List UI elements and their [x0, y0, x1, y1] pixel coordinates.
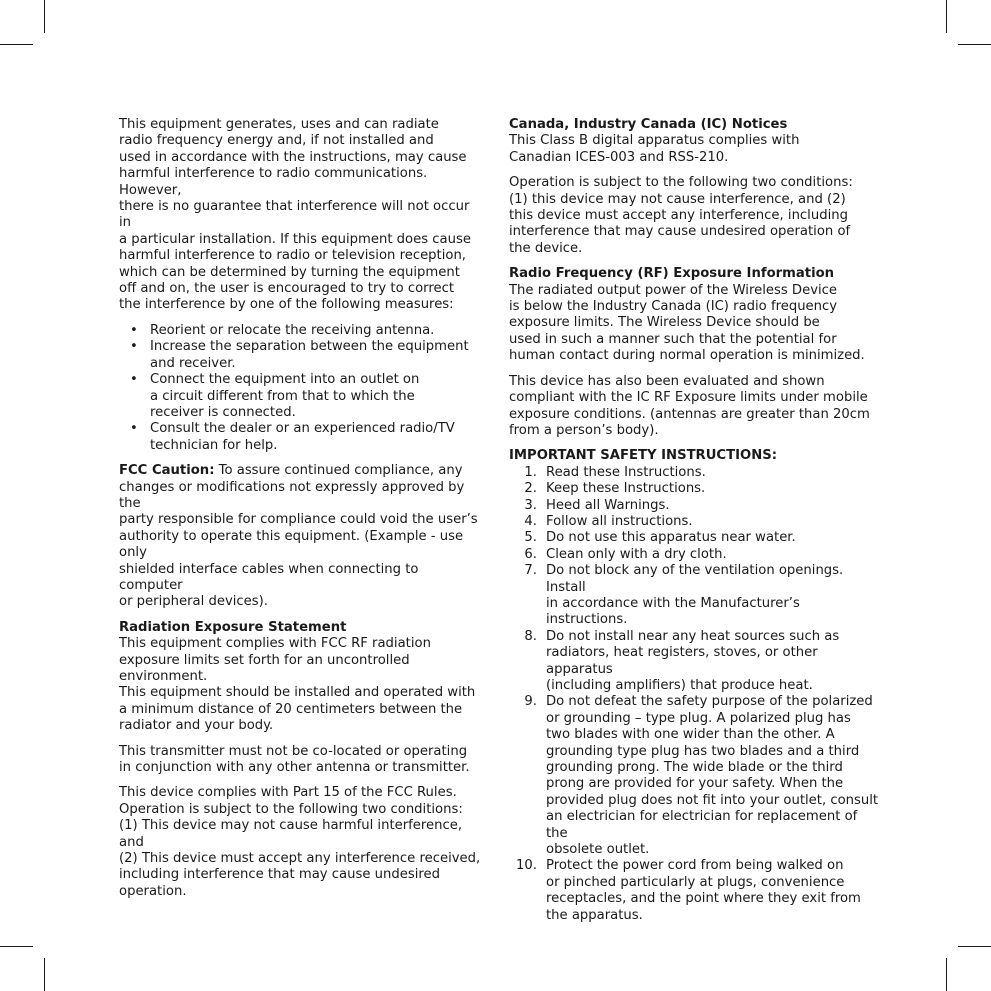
crop-mark-top-left-vertical — [44, 0, 45, 33]
list-item: 3. Heed all Warnings. — [524, 497, 670, 513]
crop-mark-bottom-right-horizontal — [958, 946, 991, 947]
crop-mark-bottom-left-horizontal — [0, 946, 33, 947]
left-column — [119, 117, 481, 900]
interference-intro: This equipment generates, uses and can radiate radio frequency energy and, if not installed and used in accordance with the instructions, may cause harmful interference to radio communications. However, there is no guarantee that interference will not occur in a particular installation. If this equipment does cause harmful interference to radio or television reception, which can be determined by turning the equipment off and on, the user is encouraged to try to correct the interference by one of the following measures: — [119, 117, 471, 313]
crop-mark-top-left-horizontal — [0, 44, 33, 45]
list-item: 7. Do not block any of the ventilation openings. Install in accordance with the Manufacturer’s instructions. — [524, 563, 844, 628]
rf-exposure-heading: Radio Frequency (RF) Exposure Information — [509, 266, 835, 282]
measures-list — [119, 323, 481, 454]
list-item: 1. Read these Instructions. — [524, 464, 706, 480]
right-column — [509, 117, 879, 924]
bullet-icon: • — [130, 322, 138, 338]
canada-notices-heading: Canada, Industry Canada (IC) Notices — [509, 117, 788, 132]
crop-mark-bottom-left-vertical — [44, 958, 45, 991]
bullet-icon: • — [130, 339, 138, 355]
list-item: • Connect the equipment into an outlet on a circuit different from that to which the receiver is connected. — [130, 372, 420, 420]
colocation-text: This transmitter must not be co-located or operating in conjunction with any other antenna or transmitter. — [119, 743, 470, 776]
fcc-caution-label: FCC Caution: — [119, 463, 215, 479]
fcc-caution-paragraph — [119, 463, 481, 611]
crop-mark-top-right-vertical — [946, 0, 947, 33]
crop-mark-bottom-right-vertical — [946, 958, 947, 991]
list-item: • Reorient or relocate the receiving antenna. — [130, 322, 435, 338]
ic-conditions-text: Operation is subject to the following two conditions: (1) this device may not cause interference, and (2) this device must accept any interference, including interference that may cause undesired operation of the device. — [509, 175, 853, 256]
canada-notices-text: This Class B digital apparatus complies with Canadian ICES-003 and RSS-210. — [509, 133, 800, 165]
list-item: 9. Do not defeat the safety purpose of the polarized or grounding – type plug. A polarized plug has two blades with one wider than the other. A grounding type plug has two blades and a third grounding prong. The wide blade or the third prong are provided for your safety. When the provided plug does not fit into your outlet, consult an electrician for electrician for replacement of the obsolete outlet. — [524, 694, 879, 858]
list-item: 8. Do not install near any heat sources such as radiators, heat registers, stoves, or other apparatus (including amplifiers) that produce heat. — [524, 628, 840, 693]
fcc-caution-text: To assure continued compliance, any changes or modifications not expressly approved by the party responsible for compliance could void the user’s authority to operate this equipment. (Example - use only shielded interface cables when connecting to computer or peripheral devices). — [119, 463, 478, 610]
list-item: 2. Keep these Instructions. — [524, 481, 706, 497]
mobile-exposure-text: This device has also been evaluated and shown compliant with the IC RF Exposure limits under mobile exposure conditions. (antennas are greater than 20cm from a person’s body). — [509, 373, 870, 438]
radiation-exposure-heading: Radiation Exposure Statement — [119, 619, 347, 635]
list-item: 6. Clean only with a dry cloth. — [524, 546, 727, 562]
bullet-icon: • — [130, 421, 138, 437]
radiation-exposure-text: This equipment complies with FCC RF radiation exposure limits set forth for an uncontrolled environment. This equipment should be installed and operated with a minimum distance of 20 centimeters between the radiator and your body. — [119, 636, 476, 734]
list-item: • Consult the dealer or an experienced radio/TV technician for help. — [130, 421, 455, 453]
safety-instructions-list — [509, 465, 879, 924]
part15-text: This device complies with Part 15 of the FCC Rules. Operation is subject to the following two conditions: (1) This device may not cause harmful interference, and (2) This device must accept any interference received, including interference that may cause undesired operation. — [119, 785, 481, 899]
crop-mark-top-right-horizontal — [958, 44, 991, 45]
list-item: • Increase the separation between the equipment and receiver. — [130, 339, 469, 371]
rf-exposure-text: The radiated output power of the Wireless Device is below the Industry Canada (IC) radio frequency exposure limits. The Wireless Device should be used in such a manner such that the potential for human contact during normal operation is minimized. — [509, 282, 865, 364]
list-item: 4. Follow all instructions. — [524, 513, 693, 529]
list-item: 5. Do not use this apparatus near water. — [524, 530, 796, 546]
safety-instructions-heading: IMPORTANT SAFETY INSTRUCTIONS: — [509, 448, 778, 464]
list-item: 10. Protect the power cord from being walked on or pinched particularly at plugs, convenience receptacles, and the point where they exit from the apparatus. — [516, 858, 861, 923]
bullet-icon: • — [130, 372, 138, 388]
